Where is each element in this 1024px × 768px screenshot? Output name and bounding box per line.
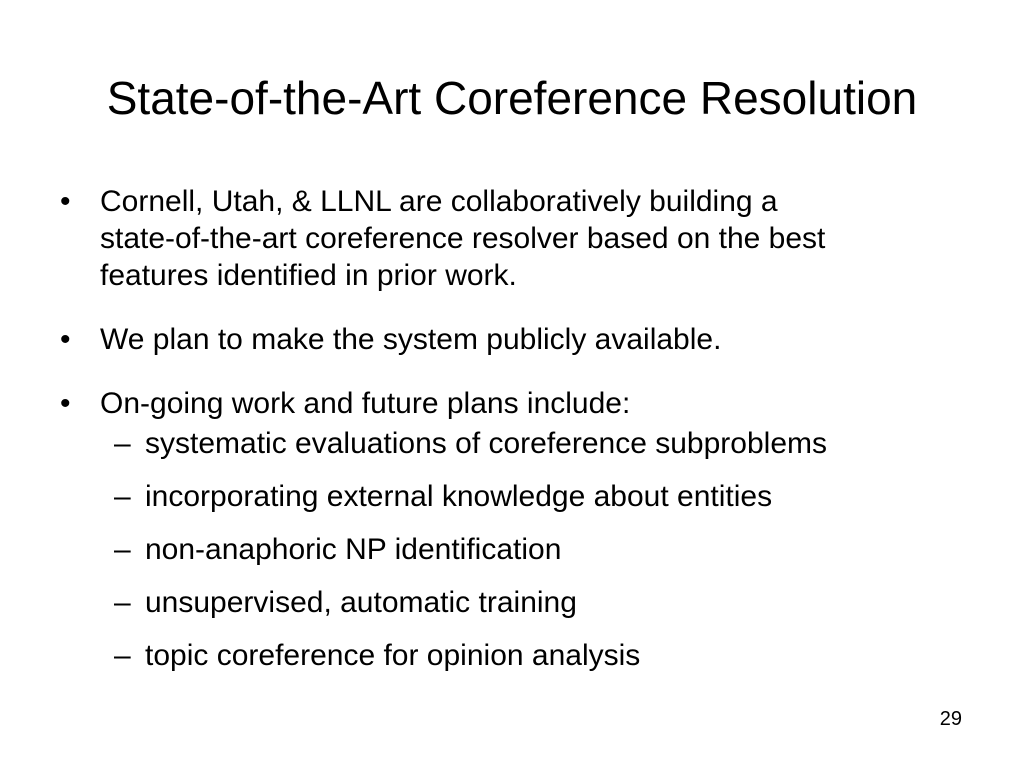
- sub-bullet-marker: –: [114, 480, 131, 513]
- sub-bullet-marker: –: [114, 639, 131, 672]
- slide-title: State-of-the-Art Coreference Resolution: [106, 72, 918, 124]
- bullet-item-availability: [58, 321, 978, 358]
- sub-bullet-marker: –: [114, 427, 131, 460]
- bullet-marker: •: [60, 185, 71, 218]
- sub-bullet-item: [100, 584, 978, 621]
- sub-bullet-text: systematic evaluations of coreference subproblems: [145, 427, 828, 460]
- bullet-list: [58, 183, 978, 701]
- sub-bullet-text: topic coreference for opinion analysis: [145, 639, 641, 672]
- sub-bullet-marker: –: [114, 586, 131, 619]
- sub-bullet-text: incorporating external knowledge about entities: [145, 480, 773, 513]
- sub-bullet-item: [100, 478, 978, 515]
- bullet-line: state-of-the-art coreference resolver based on the best: [100, 222, 826, 255]
- bullet-marker: •: [60, 323, 71, 356]
- sub-bullet-item: [100, 637, 978, 674]
- bullet-marker: •: [60, 387, 71, 420]
- sub-bullet-item: [100, 425, 978, 462]
- bullet-item-collaboration: [58, 183, 978, 294]
- sub-bullet-text: unsupervised, automatic training: [145, 586, 577, 619]
- bullet-line: features identified in prior work.: [100, 259, 517, 292]
- bullet-line: Cornell, Utah, & LLNL are collaboratively building a: [100, 185, 778, 218]
- sub-bullet-text: non-anaphoric NP identification: [145, 533, 562, 566]
- bullet-line: We plan to make the system publicly available.: [100, 323, 722, 356]
- bullet-item-future-plans: [58, 385, 978, 674]
- sub-bullet-marker: –: [114, 533, 131, 566]
- sub-bullet-list: [100, 425, 978, 674]
- bullet-line: On-going work and future plans include:: [100, 387, 631, 420]
- sub-bullet-item: [100, 531, 978, 568]
- page-number: 29: [939, 708, 962, 730]
